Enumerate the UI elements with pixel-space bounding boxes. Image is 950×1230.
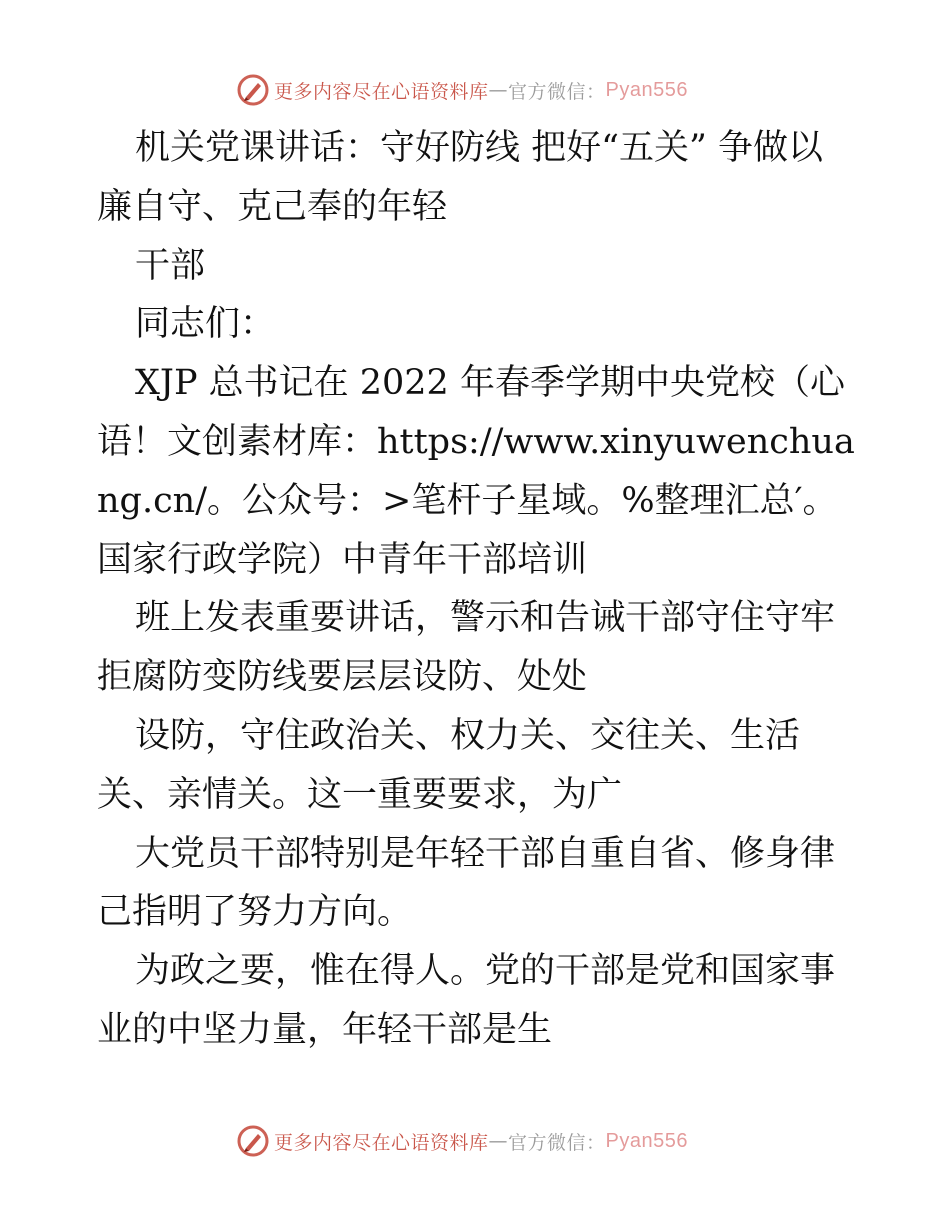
banner-dash: — <box>488 79 509 101</box>
document-title: 机关党课讲话：守好防线 把好“五关” 争做以廉自守、克己奉的年轻 <box>97 128 824 227</box>
title-continuation: 干部 <box>135 245 206 286</box>
pen-logo-icon <box>236 1124 270 1158</box>
banner-wechat-id: Pyan556 <box>605 1129 688 1152</box>
footer-watermark-banner <box>236 1123 688 1159</box>
banner-site-text: 更多内容尽在心语资料库 <box>274 80 489 103</box>
banner-site-text: 更多内容尽在心语资料库 <box>274 1131 489 1154</box>
body-paragraph: 班上发表重要讲话，警示和告诫干部守住守牢拒腐防变防线要层层设防、处处 <box>97 598 836 698</box>
body-paragraph: 大党员干部特别是年轻干部自重自省、修身律己指明了努力方向。 <box>97 833 836 933</box>
banner-dash: — <box>488 1130 509 1152</box>
body-paragraph: XJP 总书记在 2022 年春季学期中央党校（心语！文创素材库：https://www.xinyuwenchuang.cn/。公众号：>笔杆子星域。%整理汇总′。国家行政学院）中青年干部培训 <box>97 363 855 580</box>
body-paragraph: 为政之要，惟在得人。党的干部是党和国家事业的中坚力量，年轻干部是生 <box>97 951 836 1050</box>
document-body <box>97 119 857 1060</box>
banner-wechat-label: 官方微信： <box>508 80 606 103</box>
banner-wechat-label: 官方微信： <box>508 1131 606 1154</box>
pen-logo-icon <box>236 73 270 107</box>
salutation: 同志们： <box>135 304 276 345</box>
header-watermark-banner <box>236 72 688 108</box>
body-paragraph: 设防，守住政治关、权力关、交往关、生活关、亲情关。这一重要要求，为广 <box>97 715 801 815</box>
banner-wechat-id: Pyan556 <box>605 78 688 101</box>
